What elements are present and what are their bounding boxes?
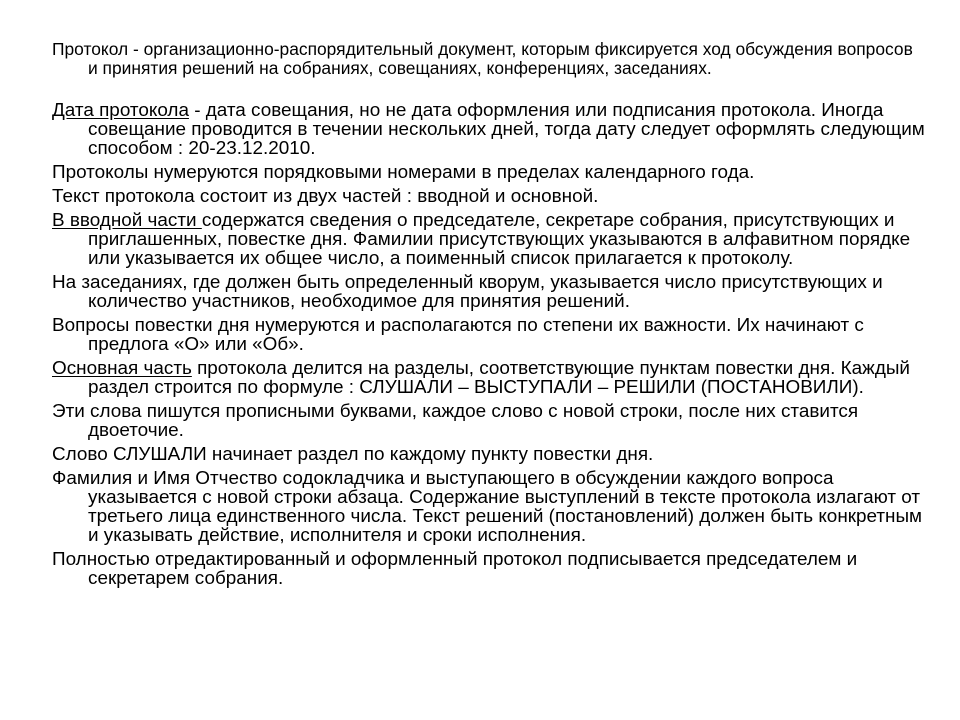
protocol-definition: Протокол - организационно-распорядительный документ, которым фиксируется ход обсуждения вопросов и принятия решений на собраниях, совещаниях, конференциях, заседаниях. — [52, 39, 913, 78]
intro-part-text: содержатся сведения о председателе, секретаре собрания, присутствующих и приглашенных, повестке дня. Фамилии присутствующих указываются в алфавитном порядке или указывается их общее число, а поименный список прилагается к протоколу. — [88, 210, 911, 269]
speakers-paragraph: Фамилия и Имя Отчество содокладчика и выступающего в обсуждении каждого вопроса указывается с новой строки абзаца. Содержание выступлений в тексте протокола излагают от третьего лица единственного числа. Текст решений (постановлений) должен быть конкретным и указывать действие, исполнителя и сроки исполнения. — [52, 468, 923, 546]
slide-body — [52, 40, 932, 593]
intro-part-term: В вводной части — [52, 210, 202, 231]
protocol-date-paragraph — [52, 101, 932, 158]
signature-paragraph: Полностью отредактированный и оформленный протокол подписывается председателем и секретарем собрания. — [52, 549, 858, 589]
intro-part-paragraph — [52, 211, 932, 268]
main-part-term: Основная часть — [52, 358, 192, 379]
protocol-date-text: - дата совещания, но не дата оформления или подписания протокола. Иногда совещание проводится в течении нескольких дней, тогда дату следует оформлять следующим способом : 20-23.12.2010. — [88, 100, 925, 159]
protocol-date-term: Дата протокола — [52, 100, 189, 121]
text-parts-paragraph: Текст протокола состоит из двух частей : вводной и основной. — [52, 186, 599, 207]
slushali-paragraph: Слово СЛУШАЛИ начинает раздел по каждому пункту повестки дня. — [52, 444, 654, 465]
capital-words-paragraph: Эти слова пишутся прописными буквами, каждое слово с новой строки, после них ставится двоеточие. — [52, 401, 859, 441]
main-part-paragraph — [52, 359, 932, 397]
agenda-paragraph: Вопросы повестки дня нумеруются и располагаются по степени их важности. Их начинают с предлога «О» или «Об». — [52, 315, 864, 355]
quorum-paragraph: На заседаниях, где должен быть определенный кворум, указывается число присутствующих и количество участников, необходимое для принятия решений. — [52, 272, 883, 312]
numbering-paragraph: Протоколы нумеруются порядковыми номерами в пределах календарного года. — [52, 162, 755, 183]
main-part-text: протокола делится на разделы, соответствующие пунктам повестки дня. Каждый раздел строится по формуле : СЛУШАЛИ – ВЫСТУПАЛИ – РЕШИЛИ (ПОСТАНОВИЛИ). — [88, 358, 910, 398]
